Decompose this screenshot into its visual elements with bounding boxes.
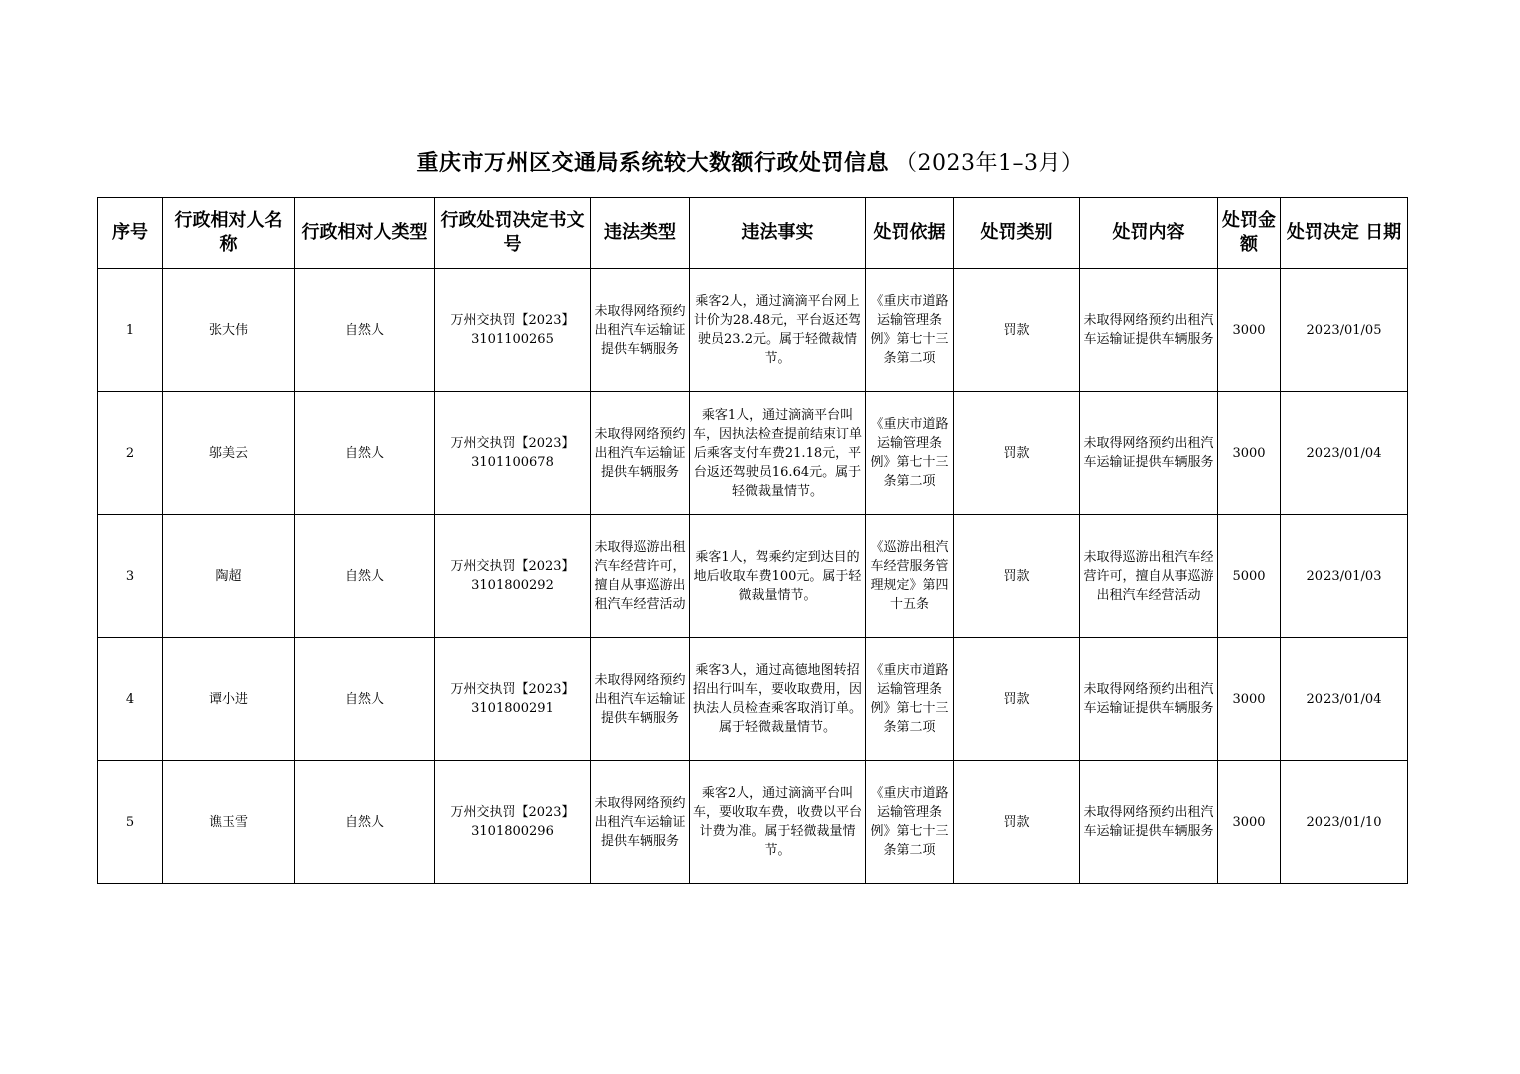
row-basis: 《巡游出租汽车经营服务管理规定》第四十五条 — [866, 515, 954, 638]
row-index: 2 — [98, 392, 163, 515]
row-amount: 3000 — [1218, 392, 1281, 515]
row-basis: 《重庆市道路运输管理条例》第七十三条第二项 — [866, 761, 954, 884]
header-facts: 违法事实 — [690, 198, 866, 269]
row-doc-no: 万州交执罚【2023】3101800291 — [435, 638, 591, 761]
header-index: 序号 — [98, 198, 163, 269]
row-violation-type: 未取得巡游出租汽车经营许可，擅自从事巡游出租汽车经营活动 — [591, 515, 690, 638]
row-party-type: 自然人 — [295, 638, 435, 761]
table-row — [98, 269, 1408, 392]
page-title — [0, 146, 1500, 177]
row-amount: 3000 — [1218, 269, 1281, 392]
table-row — [98, 761, 1408, 884]
row-violation-type: 未取得网络预约出租汽车运输证提供车辆服务 — [591, 638, 690, 761]
row-party-name: 张大伟 — [163, 269, 295, 392]
row-party-type: 自然人 — [295, 515, 435, 638]
penalty-table — [97, 197, 1408, 884]
row-party-type: 自然人 — [295, 269, 435, 392]
row-category: 罚款 — [954, 269, 1080, 392]
row-content: 未取得网络预约出租汽车运输证提供车辆服务 — [1080, 761, 1218, 884]
header-category: 处罚类别 — [954, 198, 1080, 269]
title-text: 重庆市万州区交通局系统较大数额行政处罚信息 — [416, 150, 890, 176]
row-basis: 《重庆市道路运输管理条例》第七十三条第二项 — [866, 269, 954, 392]
header-party-name: 行政相对人名称 — [163, 198, 295, 269]
row-index: 4 — [98, 638, 163, 761]
row-doc-no: 万州交执罚【2023】3101800296 — [435, 761, 591, 884]
row-content: 未取得巡游出租汽车经营许可，擅自从事巡游出租汽车经营活动 — [1080, 515, 1218, 638]
row-category: 罚款 — [954, 638, 1080, 761]
table-row — [98, 638, 1408, 761]
row-category: 罚款 — [954, 392, 1080, 515]
row-index: 3 — [98, 515, 163, 638]
row-facts: 乘客1人，通过滴滴平台叫车，因执法检查提前结束订单后乘客支付车费21.18元，平台返还驾驶员16.64元。属于轻微裁量情节。 — [690, 392, 866, 515]
row-violation-type: 未取得网络预约出租汽车运输证提供车辆服务 — [591, 761, 690, 884]
header-violation-type: 违法类型 — [591, 198, 690, 269]
row-date: 2023/01/10 — [1281, 761, 1408, 884]
row-facts: 乘客3人，通过高德地图转招招出行叫车，要收取费用，因执法人员检查乘客取消订单。属于轻微裁量情节。 — [690, 638, 866, 761]
row-facts: 乘客1人，驾乘约定到达目的地后收取车费100元。属于轻微裁量情节。 — [690, 515, 866, 638]
header-date: 处罚决定 日期 — [1281, 198, 1408, 269]
row-date: 2023/01/04 — [1281, 392, 1408, 515]
row-doc-no: 万州交执罚【2023】3101100265 — [435, 269, 591, 392]
row-category: 罚款 — [954, 515, 1080, 638]
table-row — [98, 515, 1408, 638]
row-content: 未取得网络预约出租汽车运输证提供车辆服务 — [1080, 638, 1218, 761]
row-facts: 乘客2人，通过滴滴平台叫车，要收取车费，收费以平台计费为准。属于轻微裁量情节。 — [690, 761, 866, 884]
row-party-name: 谯玉雪 — [163, 761, 295, 884]
title-period: （2023年1–3月） — [895, 151, 1084, 176]
row-party-type: 自然人 — [295, 392, 435, 515]
header-content: 处罚内容 — [1080, 198, 1218, 269]
row-amount: 3000 — [1218, 638, 1281, 761]
row-category: 罚款 — [954, 761, 1080, 884]
row-index: 5 — [98, 761, 163, 884]
row-content: 未取得网络预约出租汽车运输证提供车辆服务 — [1080, 392, 1218, 515]
row-basis: 《重庆市道路运输管理条例》第七十三条第二项 — [866, 392, 954, 515]
row-doc-no: 万州交执罚【2023】3101100678 — [435, 392, 591, 515]
table-row — [98, 392, 1408, 515]
row-violation-type: 未取得网络预约出租汽车运输证提供车辆服务 — [591, 269, 690, 392]
row-doc-no: 万州交执罚【2023】3101800292 — [435, 515, 591, 638]
row-facts: 乘客2人，通过滴滴平台网上计价为28.48元，平台返还驾驶员23.2元。属于轻微裁情节。 — [690, 269, 866, 392]
header-doc-no: 行政处罚决定书文号 — [435, 198, 591, 269]
row-basis: 《重庆市道路运输管理条例》第七十三条第二项 — [866, 638, 954, 761]
table-header-row — [98, 198, 1408, 269]
row-content: 未取得网络预约出租汽车运输证提供车辆服务 — [1080, 269, 1218, 392]
row-index: 1 — [98, 269, 163, 392]
header-party-type: 行政相对人类型 — [295, 198, 435, 269]
row-date: 2023/01/04 — [1281, 638, 1408, 761]
row-amount: 3000 — [1218, 761, 1281, 884]
row-party-type: 自然人 — [295, 761, 435, 884]
row-party-name: 邬美云 — [163, 392, 295, 515]
row-party-name: 谭小进 — [163, 638, 295, 761]
row-party-name: 陶超 — [163, 515, 295, 638]
row-amount: 5000 — [1218, 515, 1281, 638]
row-date: 2023/01/05 — [1281, 269, 1408, 392]
row-violation-type: 未取得网络预约出租汽车运输证提供车辆服务 — [591, 392, 690, 515]
row-date: 2023/01/03 — [1281, 515, 1408, 638]
header-amount: 处罚金额 — [1218, 198, 1281, 269]
header-basis: 处罚依据 — [866, 198, 954, 269]
